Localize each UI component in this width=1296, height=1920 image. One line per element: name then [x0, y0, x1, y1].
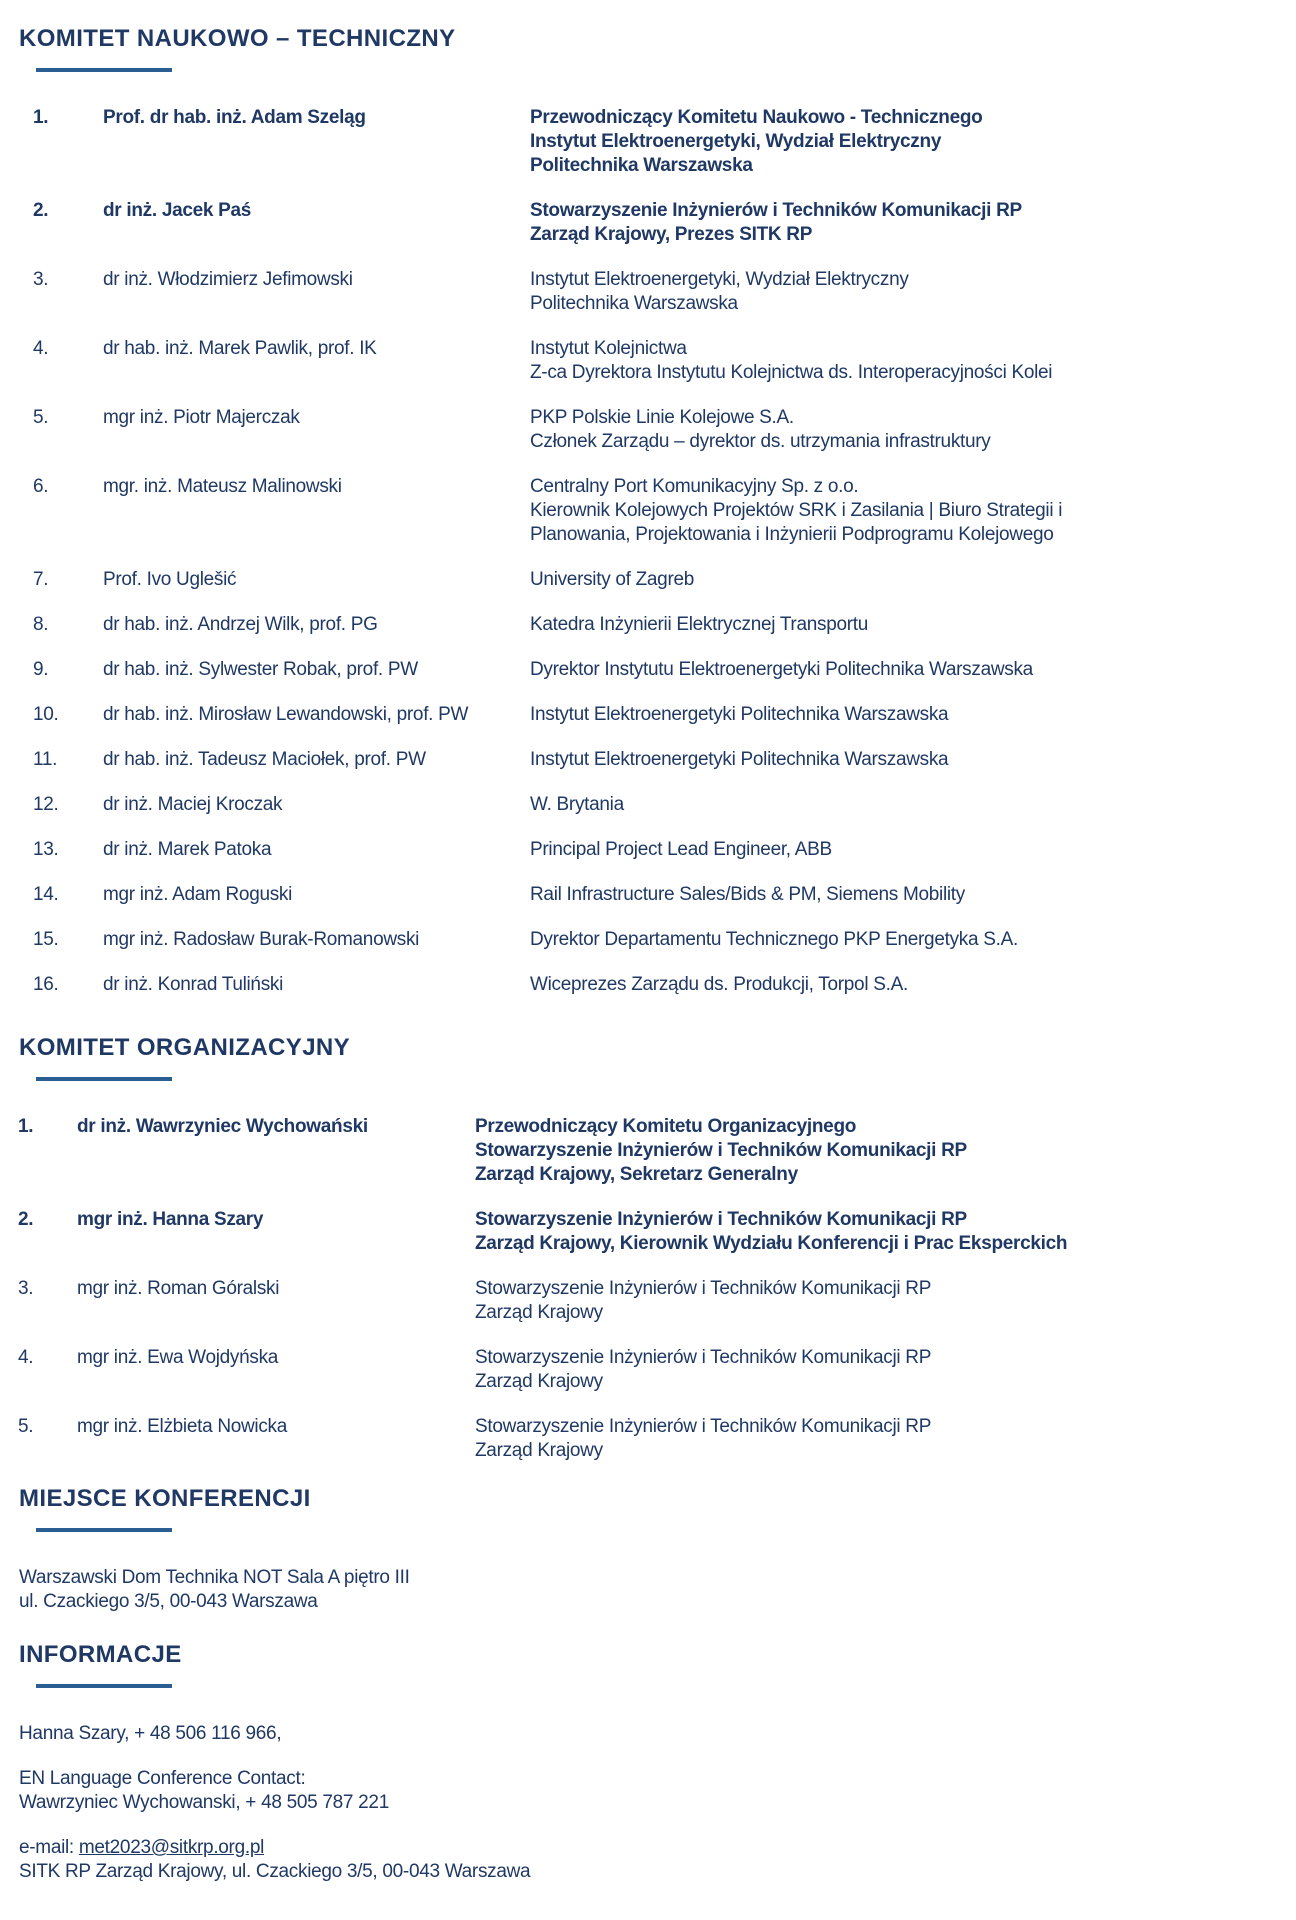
affiliation-line: Instytut Elektroenergetyki, Wydział Elektryczny [530, 131, 942, 152]
member-name: mgr inż. Adam Roguski [103, 884, 293, 905]
member-number: 13. [33, 839, 59, 860]
member-row [0, 658, 1296, 682]
member-number: 4. [33, 338, 49, 359]
member-name: dr inż. Marek Patoka [103, 839, 272, 860]
affiliation-line: Przewodniczący Komitetu Organizacyjnego [475, 1116, 857, 1137]
member-name: mgr inż. Piotr Majerczak [103, 407, 300, 428]
member-affiliation [530, 268, 1296, 316]
org-address: SITK RP Zarząd Krajowy, ul. Czackiego 3/5, 00-043 Warszawa [19, 1861, 531, 1882]
affiliation-line: Z-ca Dyrektora Instytutu Kolejnictwa ds. Interoperacyjności Kolei [530, 362, 1053, 383]
member-name: mgr inż. Ewa Wojdyńska [77, 1347, 279, 1368]
contact-en-block [19, 1767, 1296, 1815]
section-divider [36, 1684, 172, 1688]
affiliation-line: Zarząd Krajowy [475, 1302, 603, 1323]
venue-section [0, 1484, 1296, 1614]
member-row [0, 1415, 1296, 1463]
scientific-member-list [0, 106, 1296, 997]
member-affiliation [530, 337, 1296, 385]
section-divider [36, 1077, 172, 1081]
contact-pl: Hanna Szary, + 48 506 116 966, [19, 1723, 282, 1744]
venue-address [19, 1566, 1296, 1614]
member-affiliation [530, 658, 1296, 682]
member-number: 16. [33, 974, 59, 995]
affiliation-line: Stowarzyszenie Inżynierów i Techników Komunikacji RP [475, 1140, 967, 1161]
member-row [0, 703, 1296, 727]
member-affiliation [530, 973, 1296, 997]
member-row [0, 1346, 1296, 1394]
member-affiliation [530, 883, 1296, 907]
member-name: mgr. inż. Mateusz Malinowski [103, 476, 342, 497]
member-name: mgr inż. Radosław Burak-Romanowski [103, 929, 420, 950]
affiliation-line: Instytut Elektroenergetyki, Wydział Elektryczny [530, 269, 909, 290]
organizing-committee-title: KOMITET ORGANIZACYJNY [19, 1034, 351, 1061]
member-row [0, 106, 1296, 178]
scientific-committee-title: KOMITET NAUKOWO – TECHNICZNY [19, 25, 456, 52]
member-name: Prof. dr hab. inż. Adam Szeląg [103, 107, 366, 128]
member-name: dr hab. inż. Sylwester Robak, prof. PW [103, 659, 418, 680]
member-row [0, 199, 1296, 247]
member-number: 3. [18, 1278, 34, 1299]
member-affiliation [530, 793, 1296, 817]
member-row [0, 928, 1296, 952]
member-number: 15. [33, 929, 59, 950]
affiliation-line: Zarząd Krajowy [475, 1440, 603, 1461]
affiliation-line: University of Zagreb [530, 569, 695, 590]
affiliation-line: W. Brytania [530, 794, 624, 815]
section-divider [36, 1528, 172, 1532]
email-line [19, 1836, 1296, 1860]
member-name: dr hab. inż. Andrzej Wilk, prof. PG [103, 614, 378, 635]
info-title: INFORMACJE [19, 1641, 182, 1668]
member-number: 1. [33, 107, 49, 128]
member-number: 2. [18, 1209, 34, 1230]
affiliation-line: Instytut Kolejnictwa [530, 338, 687, 359]
affiliation-line: Zarząd Krajowy, Prezes SITK RP [530, 224, 813, 245]
affiliation-line: Instytut Elektroenergetyki Politechnika Warszawska [530, 749, 949, 770]
member-number: 8. [33, 614, 49, 635]
member-affiliation [475, 1346, 1296, 1394]
venue-line: Warszawski Dom Technika NOT Sala A piętro III [19, 1567, 410, 1588]
member-affiliation [530, 928, 1296, 952]
member-number: 12. [33, 794, 59, 815]
member-row [0, 613, 1296, 637]
venue-title: MIEJSCE KONFERENCJI [19, 1485, 311, 1512]
member-affiliation [530, 838, 1296, 862]
member-row [0, 568, 1296, 592]
member-name: dr hab. inż. Marek Pawlik, prof. IK [103, 338, 377, 359]
affiliation-line: Stowarzyszenie Inżynierów i Techników Komunikacji RP [475, 1416, 932, 1437]
member-row [0, 337, 1296, 385]
member-affiliation [530, 406, 1296, 454]
member-affiliation [530, 199, 1296, 247]
info-section [0, 1640, 1296, 1884]
member-name: dr inż. Konrad Tuliński [103, 974, 284, 995]
affiliation-line: Zarząd Krajowy [475, 1371, 603, 1392]
member-name: mgr inż. Roman Góralski [77, 1278, 280, 1299]
member-name: mgr inż. Elżbieta Nowicka [77, 1416, 288, 1437]
affiliation-line: Stowarzyszenie Inżynierów i Techników Komunikacji RP [475, 1209, 967, 1230]
affiliation-line: Przewodniczący Komitetu Naukowo - Technicznego [530, 107, 983, 128]
member-row [0, 1208, 1296, 1256]
member-row [0, 1115, 1296, 1187]
member-row [0, 973, 1296, 997]
member-number: 14. [33, 884, 59, 905]
affiliation-line: Planowania, Projektowania i Inżynierii Podprogramu Kolejowego [530, 524, 1054, 545]
member-number: 6. [33, 476, 49, 497]
affiliation-line: Instytut Elektroenergetyki Politechnika Warszawska [530, 704, 949, 725]
contact-pl-block [19, 1722, 1296, 1746]
affiliation-line: Dyrektor Departamentu Technicznego PKP Energetyka S.A. [530, 929, 1018, 950]
member-affiliation [475, 1277, 1296, 1325]
member-affiliation [530, 703, 1296, 727]
member-name: mgr inż. Hanna Szary [77, 1209, 264, 1230]
member-row [0, 1277, 1296, 1325]
section-divider [36, 68, 172, 72]
member-name: Prof. Ivo Uglešić [103, 569, 237, 590]
organizing-committee-section [0, 1033, 1296, 1463]
contact-email-block [19, 1836, 1296, 1884]
affiliation-line: Stowarzyszenie Inżynierów i Techników Komunikacji RP [530, 200, 1022, 221]
affiliation-line: PKP Polskie Linie Kolejowe S.A. [530, 407, 794, 428]
venue-line: ul. Czackiego 3/5, 00-043 Warszawa [19, 1591, 318, 1612]
affiliation-line: Dyrektor Instytutu Elektroenergetyki Politechnika Warszawska [530, 659, 1033, 680]
member-row [0, 475, 1296, 547]
affiliation-line: Politechnika Warszawska [530, 293, 738, 314]
member-number: 11. [33, 749, 58, 770]
member-affiliation [530, 475, 1296, 547]
member-name: dr hab. inż. Tadeusz Maciołek, prof. PW [103, 749, 426, 770]
member-number: 7. [33, 569, 49, 590]
member-number: 10. [33, 704, 59, 725]
affiliation-line: Wiceprezes Zarządu ds. Produkcji, Torpol S.A. [530, 974, 908, 995]
member-name: dr inż. Maciej Kroczak [103, 794, 283, 815]
member-number: 5. [33, 407, 49, 428]
member-row [0, 793, 1296, 817]
email-label: e-mail: [19, 1837, 79, 1858]
member-name: dr inż. Włodzimierz Jefimowski [103, 269, 353, 290]
member-affiliation [530, 748, 1296, 772]
affiliation-line: Członek Zarządu – dyrektor ds. utrzymania infrastruktury [530, 431, 991, 452]
member-affiliation [530, 106, 1296, 178]
affiliation-line: Rail Infrastructure Sales/Bids & PM, Siemens Mobility [530, 884, 965, 905]
member-affiliation [475, 1415, 1296, 1463]
affiliation-line: Stowarzyszenie Inżynierów i Techników Komunikacji RP [475, 1347, 932, 1368]
affiliation-line: Katedra Inżynierii Elektrycznej Transportu [530, 614, 869, 635]
organizing-member-list [0, 1115, 1296, 1463]
member-number: 1. [18, 1116, 34, 1137]
member-number: 2. [33, 200, 49, 221]
member-row [0, 883, 1296, 907]
affiliation-line: Principal Project Lead Engineer, ABB [530, 839, 832, 860]
member-number: 9. [33, 659, 49, 680]
member-row [0, 748, 1296, 772]
affiliation-line: Centralny Port Komunikacyjny Sp. z o.o. [530, 476, 859, 497]
en-contact: Wawrzyniec Wychowanski, + 48 505 787 221 [19, 1792, 389, 1813]
member-name: dr hab. inż. Mirosław Lewandowski, prof. PW [103, 704, 469, 725]
member-affiliation [475, 1115, 1296, 1187]
affiliation-line: Zarząd Krajowy, Kierownik Wydziału Konferencji i Prac Eksperckich [475, 1233, 1068, 1254]
scientific-committee-section [0, 24, 1296, 997]
member-affiliation [530, 613, 1296, 637]
member-name: dr inż. Jacek Paś [103, 200, 252, 221]
member-name: dr inż. Wawrzyniec Wychowański [77, 1116, 368, 1137]
member-row [0, 406, 1296, 454]
member-affiliation [530, 568, 1296, 592]
affiliation-line: Zarząd Krajowy, Sekretarz Generalny [475, 1164, 798, 1185]
member-affiliation [475, 1208, 1296, 1256]
member-row [0, 838, 1296, 862]
member-row [0, 268, 1296, 316]
affiliation-line: Stowarzyszenie Inżynierów i Techników Komunikacji RP [475, 1278, 932, 1299]
member-number: 3. [33, 269, 49, 290]
member-number: 4. [18, 1347, 34, 1368]
affiliation-line: Politechnika Warszawska [530, 155, 753, 176]
en-contact-label: EN Language Conference Contact: [19, 1768, 306, 1789]
affiliation-line: Kierownik Kolejowych Projektów SRK i Zasilania | Biuro Strategii i [530, 500, 1063, 521]
email-link[interactable]: met2023@sitkrp.org.pl [78, 1837, 265, 1858]
member-number: 5. [18, 1416, 34, 1437]
